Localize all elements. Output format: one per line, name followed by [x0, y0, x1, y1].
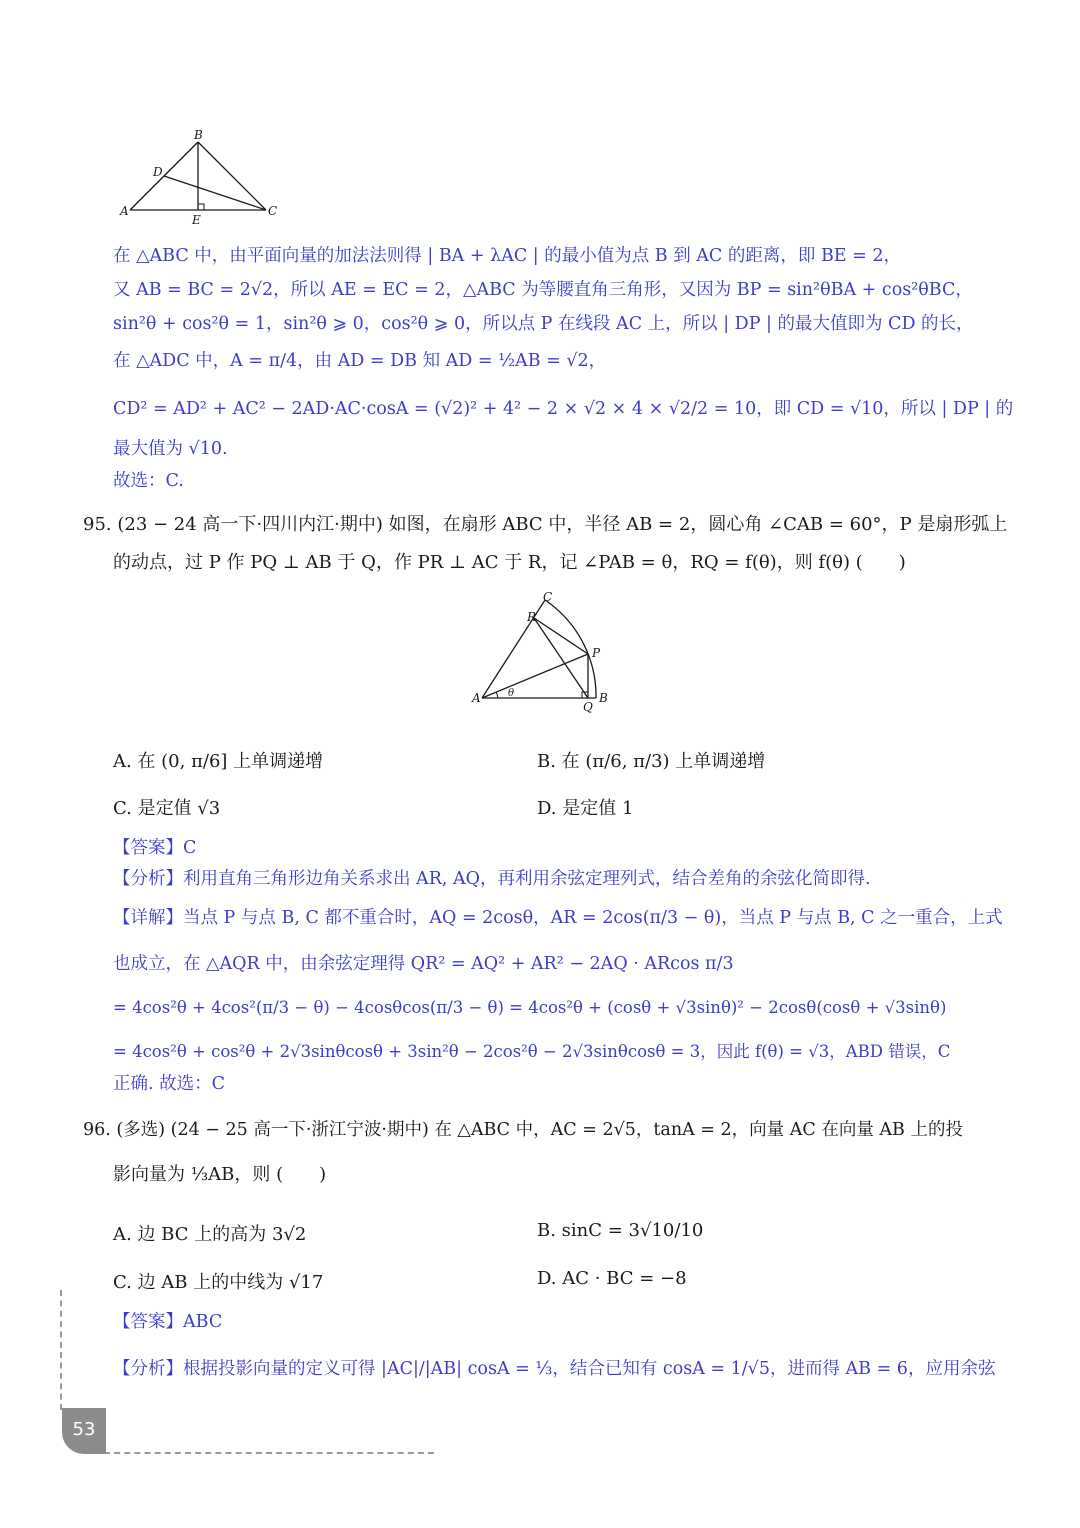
label-B: B — [599, 691, 608, 705]
q95-detail-line-1: 【详解】当点 P 与点 B, C 都不重合时，AQ = 2cosθ，AR = 2cos(π/3 − θ)，当点 P 与点 B, C 之一重合，上式 — [113, 908, 1003, 928]
solution-line-5: CD² = AD² + AC² − 2AD·AC·cosA = (√2)² + 4² − 2 × √2 × 4 × √2/2 = 10，即 CD = √10，所以 | DP | 的 — [113, 399, 1014, 419]
q96-option-a[interactable]: A. 边 BC 上的高为 3√2 — [113, 1224, 307, 1245]
q96-stem-line-1: 96. (多选) (24 − 25 高一下·浙江宁波·期中) 在 △ABC 中，AC = 2√5，tanA = 2，向量 AC 在向量 AB 上的投 — [83, 1120, 963, 1140]
label-R: R — [527, 610, 537, 624]
label-D: D — [153, 165, 163, 179]
q95-option-c[interactable]: C. 是定值 √3 — [113, 798, 221, 819]
page-border-dash-horizontal — [104, 1452, 434, 1454]
q95-detail-line-2: 也成立，在 △AQR 中，由余弦定理得 QR² = AQ² + AR² − 2AQ · ARcos π/3 — [113, 954, 734, 974]
sector-figure — [468, 590, 618, 715]
label-B: B — [194, 128, 203, 142]
label-theta: θ — [508, 688, 515, 699]
q96-option-c[interactable]: C. 边 AB 上的中线为 √17 — [113, 1272, 324, 1293]
page-number: 53 — [62, 1408, 106, 1454]
solution-line-2: 又 AB = BC = 2√2，所以 AE = EC = 2，△ABC 为等腰直角三角形，又因为 BP = sin²θBA + cos²θBC， — [113, 280, 973, 300]
label-Q: Q — [583, 700, 593, 714]
label-E: E — [192, 213, 201, 227]
q96-option-d[interactable]: D. AC · BC = −8 — [537, 1268, 687, 1289]
q95-detail-line-3: = 4cos²θ + 4cos²(π/3 − θ) − 4cosθcos(π/3 − θ) = 4cos²θ + (cosθ + √3sinθ)² − 2cosθ(cosθ + √3sinθ) — [113, 998, 947, 1017]
q95-detail-line-5: 正确. 故选：C — [113, 1074, 226, 1094]
q95-stem-line-2: 的动点，过 P 作 PQ ⊥ AB 于 Q，作 PR ⊥ AC 于 R，记 ∠PAB = θ，RQ = f(θ)，则 f(θ) ( ) — [113, 552, 906, 573]
solution-line-6: 最大值为 √10. — [113, 439, 228, 459]
solution-line-7: 故选：C. — [113, 471, 184, 491]
q95-option-a[interactable]: A. 在 (0, π/6] 上单调递增 — [113, 751, 324, 772]
label-A: A — [120, 204, 129, 218]
label-A: A — [472, 691, 481, 705]
label-C: C — [543, 590, 553, 604]
solution-line-4: 在 △ADC 中，A = π/4，由 AD = DB 知 AD = ½AB = √2， — [113, 351, 607, 371]
triangle-figure — [112, 125, 292, 230]
page-border-dash-vertical — [60, 1290, 62, 1410]
q96-stem-line-2: 影向量为 ⅓AB，则 ( ) — [113, 1164, 327, 1185]
q95-option-b[interactable]: B. 在 (π/6, π/3) 上单调递增 — [537, 751, 766, 772]
q95-stem-line-1: 95. (23 − 24 高一下·四川内江·期中) 如图，在扇形 ABC 中，半径 AB = 2，圆心角 ∠CAB = 60°，P 是扇形弧上 — [83, 514, 1008, 535]
label-P: P — [592, 646, 601, 660]
q96-option-b[interactable]: B. sinC = 3√10/10 — [537, 1220, 704, 1241]
q96-answer: 【答案】ABC — [113, 1312, 223, 1332]
q95-option-d[interactable]: D. 是定值 1 — [537, 798, 634, 819]
q96-analysis: 【分析】根据投影向量的定义可得 |AC|/|AB| cosA = ⅓，结合已知有 cosA = 1/√5，进而得 AB = 6，应用余弦 — [113, 1359, 996, 1379]
q95-analysis: 【分析】利用直角三角形边角关系求出 AR, AQ，再利用余弦定理列式，结合差角的余弦化简即得. — [113, 869, 871, 889]
solution-line-3: sin²θ + cos²θ = 1，sin²θ ⩾ 0，cos²θ ⩾ 0，所以点 P 在线段 AC 上，所以 | DP | 的最大值即为 CD 的长， — [113, 314, 974, 334]
label-C: C — [268, 204, 278, 218]
q95-detail-line-4: = 4cos²θ + cos²θ + 2√3sinθcosθ + 3sin²θ − 2cos²θ − 2√3sinθcosθ = 3，因此 f(θ) = √3，ABD 错误，C — [113, 1042, 951, 1061]
solution-line-1: 在 △ABC 中，由平面向量的加法法则得 | BA + λAC | 的最小值为点 B 到 AC 的距离，即 BE = 2， — [113, 246, 902, 266]
q95-answer: 【答案】C — [113, 838, 197, 858]
